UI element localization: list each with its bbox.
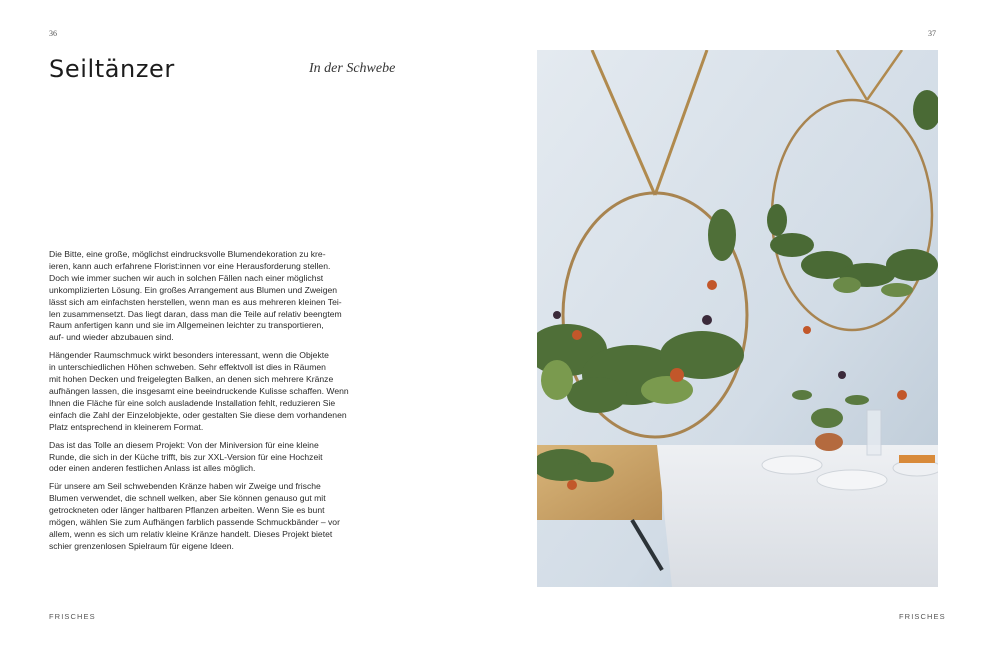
body-line: mit hohen Decken und freigelegten Balken, an denen sich mehrere Kränze <box>49 374 334 385</box>
body-line: Die Bitte, eine große, möglichst eindrucksvolle Blumendekoration zu kre- <box>49 249 326 259</box>
left-page-number: 36 <box>49 29 57 38</box>
footer-right: FRISCHES <box>899 612 946 621</box>
body-line: lässt sich am einfachsten herstellen, wenn man es aus mehreren kleinen Tei- <box>49 296 342 307</box>
body-line: oder einen anderen festlichen Anlass ist alles möglich. <box>49 463 256 474</box>
body-paragraph <box>49 440 353 476</box>
right-page-number: 37 <box>928 29 936 38</box>
body-line: ieren, kann auch erfahrene Florist:innen vor eine Herausforderung stellen. <box>49 260 331 271</box>
body-line: Raum anfertigen kann und sie im Allgemeinen leichter zu transportieren, <box>49 320 324 331</box>
body-line: Für unsere am Seil schwebenden Kränze haben wir Zweige und frische <box>49 481 321 492</box>
body-paragraph <box>49 350 353 433</box>
body-line: getrockneten oder länger haltbaren Pflanzen arbeiten. Wenn Sie es bunt <box>49 505 325 516</box>
body-line: Platz entsprechend in kleinerem Format. <box>49 421 204 432</box>
body-line: Blumen verwendet, die schnell welken, aber Sie können genauso gut mit <box>49 493 326 504</box>
body-line: allem, wenn es sich um relativ kleine Kränze handelt. Dieses Projekt bietet <box>49 528 333 539</box>
body-line: schier grenzenlosen Spielraum für eigene Ideen. <box>49 540 234 551</box>
body-line: len zusammensetzt. Das liegt daran, dass man die Teile auf relativ beengtem <box>49 308 342 319</box>
body-line: aufhängen lassen, die insgesamt eine beeindruckende Kulisse schaffen. Wenn <box>49 385 349 396</box>
body-line: einfach die Zahl der Einzelobjekte, oder gestalten Sie diese dem vorhandenen <box>49 409 347 420</box>
body-text <box>49 249 353 559</box>
body-line: mögen, wählen Sie zum Aufhängen farblich passende Schmuckbänder – vor <box>49 517 340 528</box>
body-line: Doch wie immer suchen wir auch in solchen Fällen nach einer möglichst <box>49 272 324 283</box>
body-line: Ihnen die Fläche für eine solch ausladende Installation fehlt, reduzieren Sie <box>49 397 336 408</box>
body-line: Das ist das Tolle an diesem Projekt: Von der Miniversion für eine kleine <box>49 439 319 450</box>
body-line: Hängender Raumschmuck wirkt besonders interessant, wenn die Objekte <box>49 350 329 361</box>
footer-left: FRISCHES <box>49 612 96 621</box>
page-title: Seiltänzer <box>49 55 175 83</box>
hanging-wreaths-photo <box>537 50 938 587</box>
body-line: unkomplizierten Lösung. Ein großes Arrangement aus Blumen und Zweigen <box>49 284 338 295</box>
page-subtitle: In der Schwebe <box>309 61 396 76</box>
body-line: Runde, die sich in der Küche trifft, bis zur XXL-Version für eine Hochzeit <box>49 451 323 462</box>
body-paragraph <box>49 249 353 344</box>
body-line: auf- und wieder abzubauen sind. <box>49 332 174 343</box>
body-line: in unterschiedlichen Höhen schweben. Sehr effektvoll ist dies in Räumen <box>49 362 326 373</box>
body-paragraph <box>49 481 353 552</box>
